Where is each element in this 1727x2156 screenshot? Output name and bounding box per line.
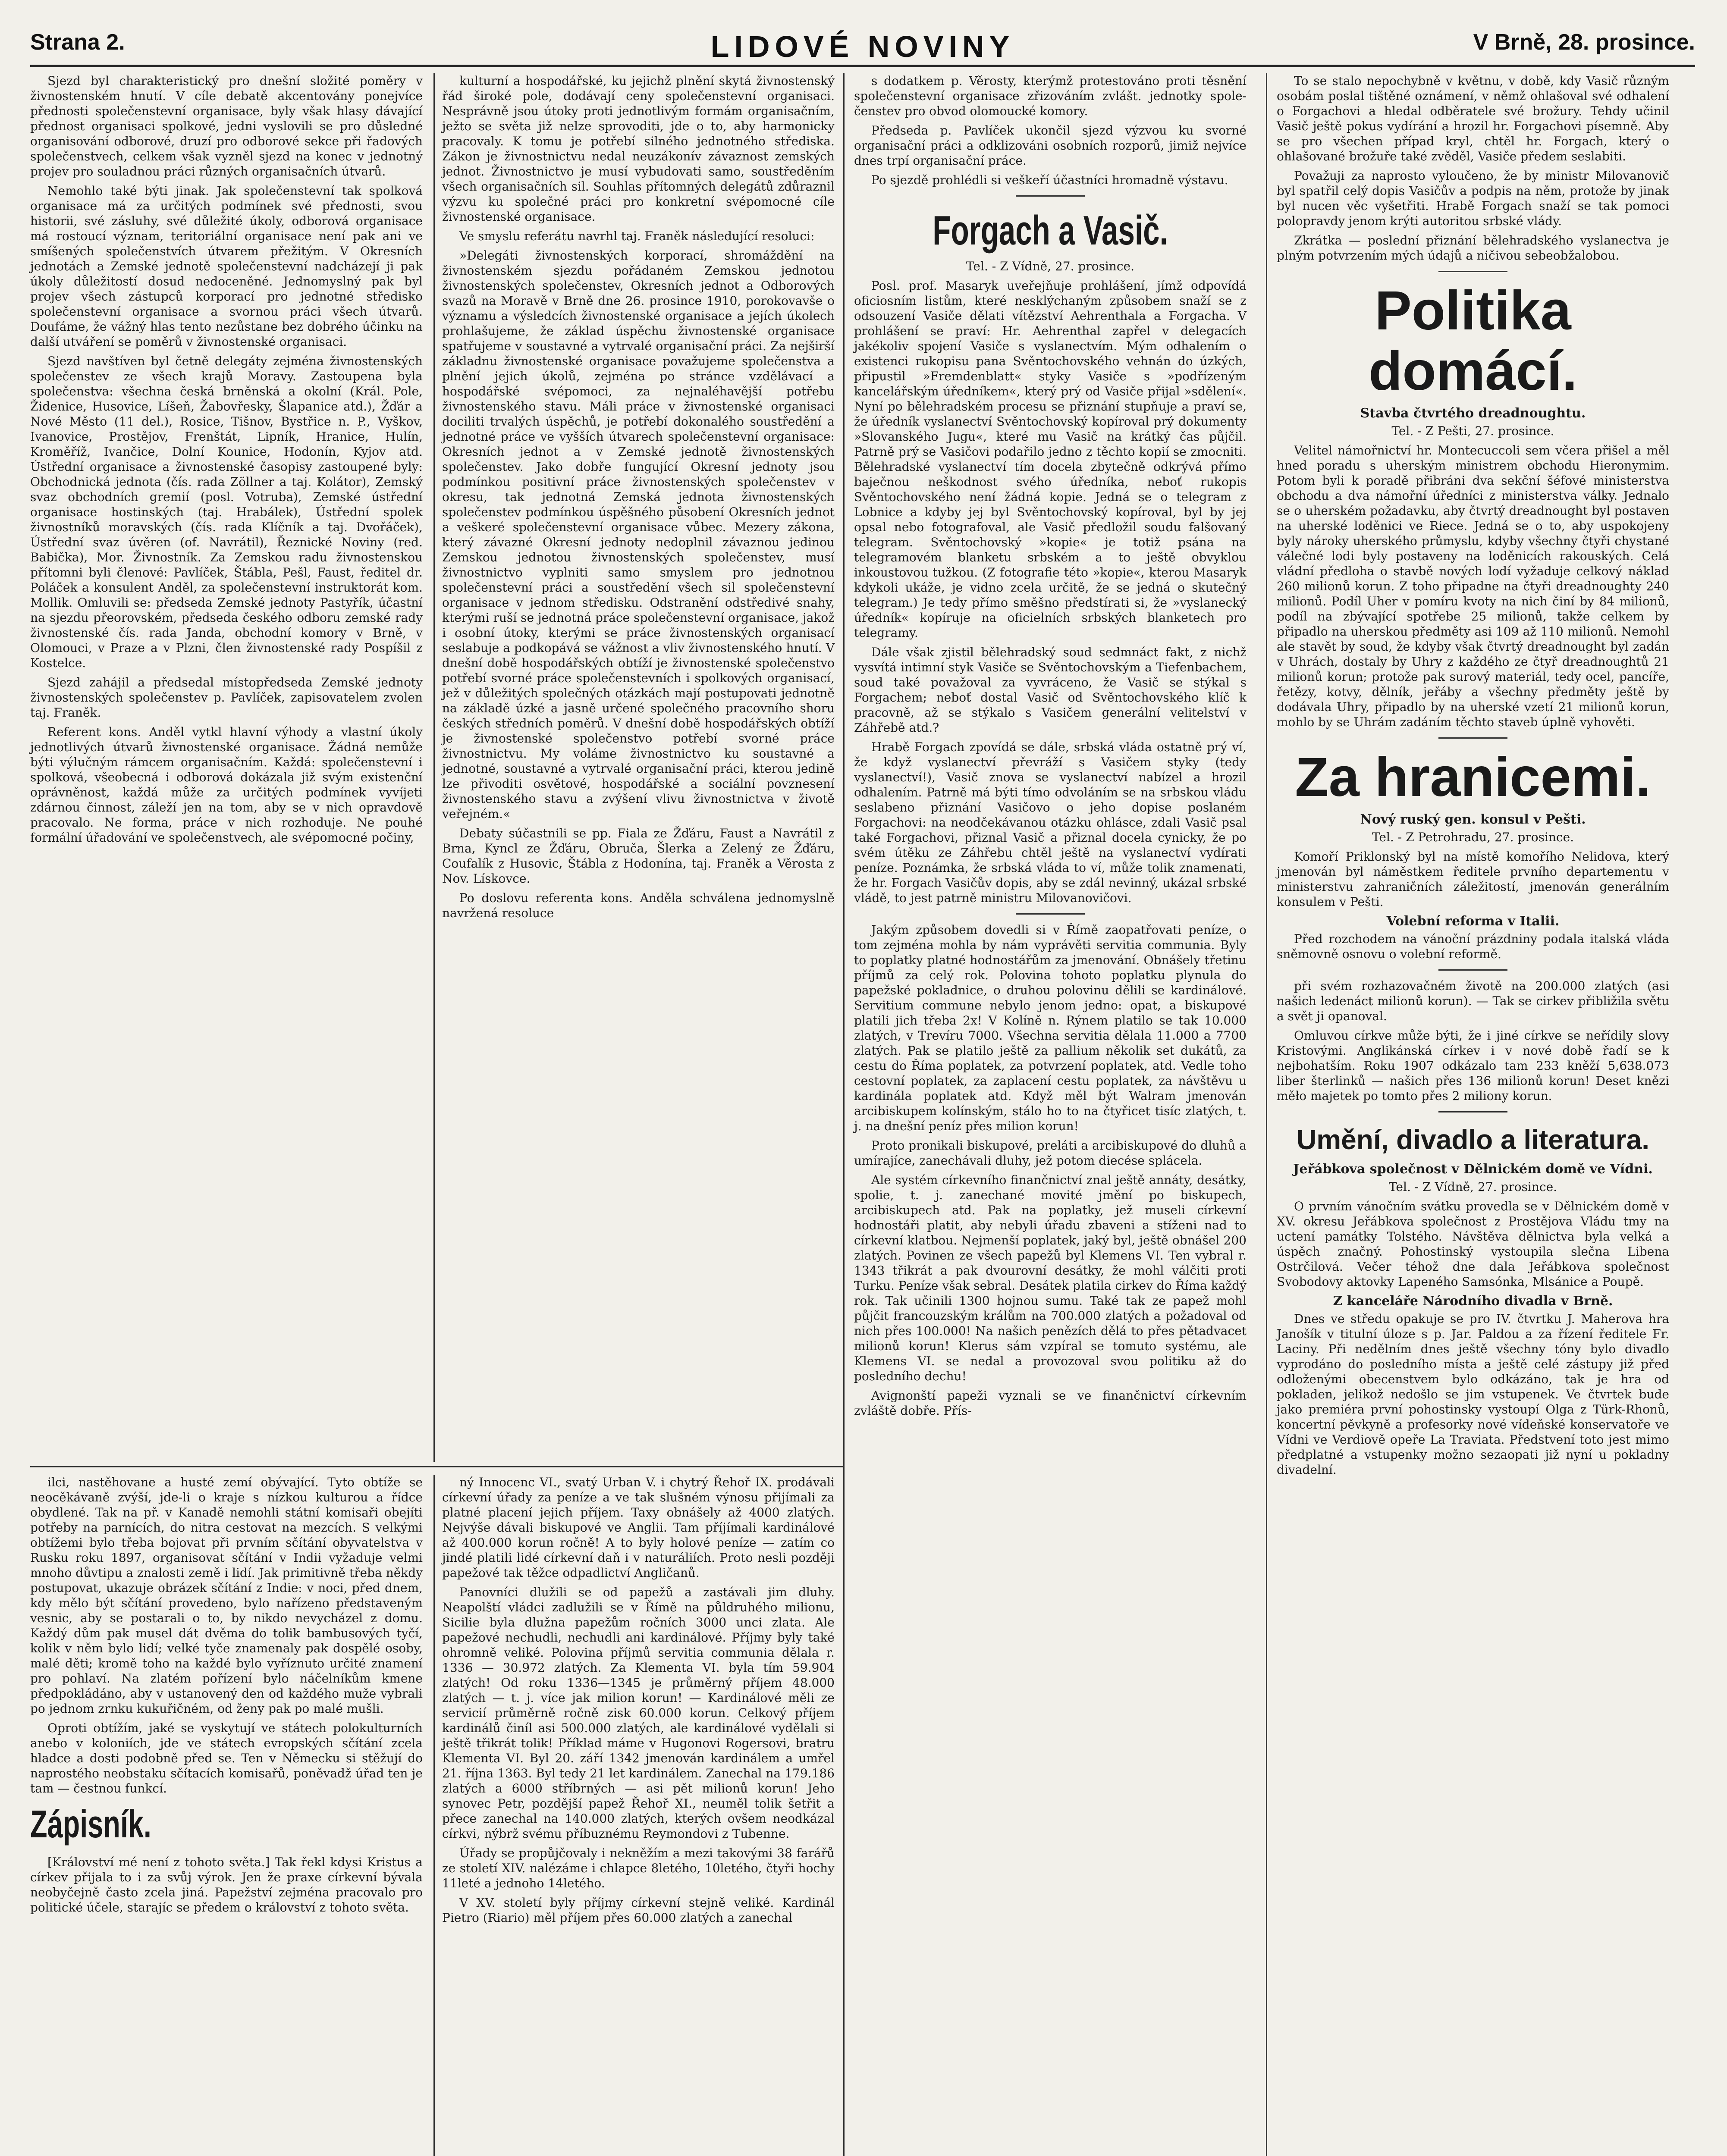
article-paragraph: Panovníci dlužili se od papežů a zastávali jim dluhy. Neapolští vládci zadlužili se v Římě na půldruhého milionu, Sicilie byla dlužna papežům ročních 3000 unci zlata. Ale papežové nechudli, nechudli ani kardinálové. Příjmy byly také ohromně veliké. Polovina příjmů servitia communia dělala r. 1336 — 30.972 zlatých. Za Klementa VI. byla tím 59.904 zlatých! Od roku 1336—1345 je průměrný příjem 48.000 zlatých — t. j. více jak milion korun! — Kardinálové měli ze servicií průměrně ročně zisk 60.000 korun. Celkový příjem kardinálů činíl asi 500.000 zlatých, ale kardinálové vydělali si ještě třikrát tolik! Příklad máme v Hugonovi Rogersovi, bratru Klementa VI. Byl 20. září 1342 jmenován kardinálem a umřel 21. října 1363. Byl tedy 21 let kardinálem. Zanechal na 179.186 zlatých a 6000 stříbrných — asi pět milionů korun! Jeho synovec Petr, pozdější papež Řehoř XI., neuměl tolik šetřit a přece zanechal na 140.000 zlatých, kterých ovšem neodkázal církvi, nýbrž svému příbuznému Reymondovi z Tubenne. [442,1585,835,1841]
article-paragraph: Avignonští papeži vyznali se ve finančnictví církevním zvláště dobře. Přís- [854,1388,1247,1418]
article-paragraph: Zkrátka — poslední přiznání bělehradského vyslanectva je plným potvrzením mých údajů a ničivou sebeobžalobou. [1277,233,1669,263]
subheadline: Jeřábkova společnost v Dělnickém domě ve Vídni. [1293,1162,1653,1177]
article-paragraph: Komoří Priklonský byl na místě komořího Nelidova, který jmenován byl náměstkem ředitele prvního departementu v ministerstvu zahraničních záležitostí, jmenován generálním konsulem v Pešti. [1277,849,1669,909]
dateline: Tel. - Z Petrohradu, 27. prosince. [1372,830,1574,844]
article-paragraph: Velitel námořnictví hr. Montecuccoli sem včera přišel a měl hned poradu s uherským ministrem obchodu Hieronymim. Potom byli k poradě přibráni dva sekční šéfové ministerstva obchodu a dva námořní úředníci z ministerstva války. Jednalo se o uherském požadavku, aby čtvrtý dreadnought byl postaven na uherské loděnici ve Riece. Jedná se o to, aby uspokojeny byly nároky uherského průmyslu, kdyby všechny čtyři chystané válečné lodi byly postaveny na loděnicích rakouských. Celá vládní předloha o stavbě nových lodí vyžaduje celkový náklad 260 milionů korun. Z toho připadne na čtyři dreadnoughty 240 milionů. Podíl Uher v pomíru kvoty na nich činí by 84 milionů, podíl na zbývající spotřebe 25 milionů, takže celkem by připadlo na uherskou předměty asi 109 až 110 milionů. Nemohl ale stavět by soud, že kdyby však čtvrtý dreadnought byl zadán v Uhrách, dostaly by Uhry z každého ze čtyř dreadnoughtů 21 milionů korun; protože pak surový materiál, tedy ocel, pancíře, řetězy, kotvy, dělník, jeřáby a všechny předměty ještě by dodávala Uhry, připadlo by na uherské vzetí 21 milionů korun, mohlo by se Uhrám zadáním těchto staveb úplně vyhověti. [1277,443,1669,729]
column-rule [433,1475,435,2156]
separator [1016,195,1085,197]
article-paragraph: Po sjezdě prohlédli si veškeří účastníci hromadně výstavu. [871,173,1228,187]
article-paragraph: Proto pronikali biskupové, preláti a arcibiskupové do dluhů a umírajíce, zanechávali dluhy, jež potom diecése splácela. [854,1138,1247,1168]
issue-date: V Brně, 28. prosince. [1473,30,1695,55]
dateline: Tel. - Z Pešti, 27. prosince. [1391,424,1554,438]
article-paragraph: Sjezd zahájil a předsedal místopředseda Zemské jednoty živnostenských společenstev p. Pavlíček, zapisovatelem zvolen taj. Franěk. [30,675,423,720]
article-paragraph: Předseda p. Pavlíček ukončil sjezd výzvou ku svorné organisační práci a odklizováni osobních rozporů, jimiž nejvíce dnes trpí organisační práce. [854,123,1247,168]
article-paragraph: Dále však zjistil bělehradský soud sedmnáct fakt, z nichž vysvítá intimní styk Vasiče se Svěntochovským a Tiefenbachem, soud také považoval za vyvráceno, že Vasič se stýkal s Forgachem; neboť dostal Vasič od Svěntochovského klíč k pracovně, až se stýkalo s Vasičem generální velitelství v Záhřebě atd.? [854,645,1247,735]
article-paragraph: Dnes ve středu opakuje se pro IV. čtvrtku J. Maherova hra Janošík v titulní úloze s p. Jar. Paldou a za řízení ředitele Fr. Laciny. Při nedělním dnes ještě všechny tóny bylo divadlo vyprodáno do posledního místa a ještě celé zástupy již před odloženými obecenstvem bylo odkázáno, tak je hra od pokladen, jelikož nedošlo se jim vstupenek. Ve čtvrtek bude jako premiéra první pohostinsky vystoupí Olga z Türk-Rhonů, koncertní pěvkyně a profesorky nové vídeňské konservatoře ve Vídni ve Verdiově opeře La Traviata. Předstvení toto jest mimo předplatné a vstupenky možno sezaopati již nyní u pokladny divadelní. [1277,1312,1669,1477]
subheadline: Stavba čtvrtého dreadnoughtu. [1360,406,1586,421]
dateline: Tel. - Z Vídně, 27. prosince. [966,259,1135,273]
article-paragraph: Úřady se propůjčovaly i nekněžím a mezi takovými 38 farářů ze století XIV. nalézáme i chlapce 8letého, 10letého, čtyři hochy 11leté a jednoho 14letého. [442,1846,835,1890]
article-paragraph: při svém rozhazovačném životě na 200.000 zlatých (asi našich ledenáct milionů korun). — Tak se cirkev přibližila světu a svět ji opanoval. [1277,979,1669,1023]
article-paragraph: kulturní a hospodářské, ku jejichž plnění skytá živnostenský řád široké pole, dodávají ceny společenstevní organisaci. Nesprávně jsou útoky proti jednotlivým formám organisačním, ježto se světa již nelze sprovoditi, jde o to, aby harmonicky pracovaly. K tomu je potřebí silného jednotného střediska. Zákon je živnostnictvu nedal neuzákonív závaznost zemských jednot. Živnostnictvo je musí vybudovati samo, soustředěním všech organisačních sil. Souhlas přítomných delegátů zdůraznil výzvu ku společné práci pro konkretní svépomocné cíle živnostenské organisace. [442,74,835,224]
column-1-lower [30,1475,423,2156]
article-paragraph: Po doslovu referenta kons. Anděla schválena jednomyslně navržená resoluce [442,891,835,920]
column-rule [1266,73,1267,2156]
subheadline: Volební reforma v Italii. [1386,914,1560,929]
dateline: Tel. - Z Vídně, 27. prosince. [1388,1180,1557,1194]
headline-umeni-divadlo: Umění, divadlo a literatura. [1297,1124,1649,1155]
newspaper-title: LIDOVÉ NOVINY [710,30,1015,63]
page-number: Strana 2. [30,30,125,55]
article-paragraph: Před rozchodem na vánoční prázdniny podala italská vláda sněmovně osnovu o volební reformě. [1277,932,1669,961]
article-paragraph: Hrabě Forgach zpovídá se dále, srbská vláda ostatně prý ví, že když vyslanectví převráží s Vasičem styky (tedy vyslanectví!), Vasič znova se vyslanectví nabízel a hrozil odhalením. Patrně má býti tímo odvoláním se na srbskou vládu seslabeno přiznání Vasičovo o jeho dopise poslaném Forgachovi: na neodčekávanou otázku ohlásce, zdali Vasič psal také Forgachovi, přiznal Vasič a přiznal docela cynicky, že po svém útěku ze Záhřebu chtěl ještě na vyslanectví vydírati peníze. Poznámka, že srbská vláda to ví, může tolik znamenati, že hr. Forgach Vasičův dopis, aby se zdál nevinný, ukázal srbské vládě, to jest patrně ministru Milovanovičovi. [854,740,1247,905]
column-1 [30,73,423,1462]
article-paragraph: Referent kons. Anděl vytkl hlavní výhody a vlastní úkoly jednotlivých útvarů živnostenské organisace. Žádná nemůže býti výlučným rámcem organisačním. Každá: společenstevní i spolková, všeobecná i odborová dokázala již svým existenční oprávněnost, každá může za určitých podmínek vyvíjeti zdárnou činnost, záleží jen na tom, aby se v nich opravdově pracovalo. Ne forma, práce v nich rozhoduje. Ne pouhé formální úřadování ve společenstvech, ale svépomocné počiny, [30,725,423,845]
masthead [30,17,1695,67]
article-paragraph: O prvním vánočním svátku provedla se v Dělnickém domě v XV. okresu Jeřábkova společnost z Prostějova Vládu tmy na uctení památky Tolstého. Návštěva dělnictva byla velká a úspěch značný. Pohostinský vystoupila slečna Libena Ostrčilová. Večer téhož dne dala Jeřábkova společnost Svobodovy aktovky Lapeného Samsónka, Mlsánice a Poupě. [1277,1199,1669,1289]
column-rule [843,73,845,2156]
article-paragraph: »Delegáti živnostenských korporací, shromáždění na živnostenském sjezdu pořádaném Zemskou jednotou živnostenských společenstev, Okresních jednot a Odborových svazů na Moravě v Brně dne 26. prosince 1910, porokovavše o významu a výsledcích živnostenské organisace a jejích úkolech prohlašujeme, že základ úspěchu živnostenské organisace spatřujeme v soustavné a vytrvalé organisační práci. Za nejširší základnu živnostenské organisace považujeme společenstva a plnění jejich úkolů, zejména po stránce vzdělávací a hospodářské svépomoci, za nejnaléhavější potřebu živnostenského stavu. Máli práce v živnostenské organisaci dociliti trvalých úspěchů, je potřebí dokonalého soustředění a jednotné práce ve vyšších útvarech společenstevní organisace: Okresních jednot a v Zemské jednotě živnostenských společenstev. Jako dobře fungující Okresní jednoty jsou podmínkou positivní práce živnostenských společenstev v okresu, tak jednotná Zemská jednota živnostenských společenstev podmínkou úspěšného působení Okresních jednot a veškeré společenstevní organisace vůbec. Mezery zákona, který závazné Okresní jednoty nedoplnil závaznou jedinou Zemskou jednotou živnostenských společenstev, musí živnostnictvo vyplniti samo smyslem pro jednotnou společenstevní práci a soustředění všech sil společenstevní organisace v jednom středisku. Odstranění odstředivé snahy, kterými ruší se jednotná práce společenstevní organisace, jakož i osobní útoky, kterými se práce živnostenských organisací seslabuje a podkopává se vážnost a vliv živnostenského hnutí. V dnešní době hospodářských obtíží je živnostenské společenstvo potřebí svorné práce společenstevních i spolkových organisací, jež v důležitých společných otázkách mají postupovati jednotně na základě úzké a jasně určené společného pracovního shoru českých středních poměrů. V dnešní době hospodářských obtíží je živnostenské společenstvo potřebí svorné práce živnostnictvu. My voláme živnostnictvo ku soustavné a jednotné, soustavné a vytrvalé organisační práci, kterou jedině lze přivoditi osvětové, hospodářské a sociální povznesení živnostenského stavu a zvýšení vlivu živnostnictva v životě veřejném.« [442,248,835,821]
article-paragraph: Omluvou církve může býti, že i jiné církve se neřídily slovy Kristovými. Anglikánská církev i v nové době řadí se k nejbohatším. Roku 1907 odkázalo tam 233 kněží 5,638.073 liber šterlinků — našich přes 136 milionů korun! Deset knězi měło majetek po tomto přes 2 miliony korun. [1277,1028,1669,1103]
separator [1438,271,1507,272]
article-paragraph: [Království mé není z tohoto světa.] Tak řekl kdysi Kristus a církev přijala to i za svůj výrok. Jen že praxe církevní bývala neobyčejně často zcela jiná. Papežství zejména pracovalo pro politické účele, starajíc se předem o království z tohoto světa. [30,1855,423,1915]
column-2 [442,73,835,1462]
separator [1438,737,1507,739]
column-2-lower [442,1475,835,2156]
article-paragraph: To se stalo nepochybně v květnu, v době, kdy Vasič různým osobám poslal tištěné oznámení, v němž ohlašoval své odhalení o Forgachovi a hledal odběratele své brožury. Tehdy učinil Vasič ještě pokus vydírání a hrozil hr. Forgachovi písemně. Aby se pro všechen případ kryl, chtěl hr. Forgach, který o ohlašované brožuře také zvěděl, Vasiče předem seslabiti. [1277,74,1669,163]
column-rule [433,73,435,1462]
article-paragraph: Nemohlo také býti jinak. Jak společenstevní tak spolková organisace má za určitých podmínek své přednosti, svou historii, své zásluhy, své důležité úkoly, odborová organisace má rostoucí význam, teritoriální organisace není pak ani ve smíšených společenstvích útvarem přežitým. V Okresních jednotách a Zemské jednotě společenstevní nadcházejí ji pak úkoly důležitostí dosud nedoceněné. Jednomyslný pak byl projev všech zástupců korporací pro jednotné středisko společenstevní organisace a svornou práci všech útvarů. Doufáme, že vážný hlas tento nezůstane bez dobrého účinku na další utváření se poměrů v živnostenské organisaci. [30,184,423,349]
separator [1438,1111,1507,1112]
article-paragraph: Oproti obtížím, jaké se vyskytují ve státech polokulturních anebo v koloniích, jde ve státech evropských sčítání zcela hladce a dosti podobně před se. Ten v Německu si stěžují do naprostého neobstaku sčítacích komisařů, poněvadž úřad ten je tam — čestnou funkcí. [30,1721,423,1796]
article-paragraph: ný Innocenc VI., svatý Urban V. i chytrý Řehoř IX. prodávali církevní úřady za peníze a ve tak slušném výnosu přijímali za platné placení jejich příjem. Taxy obnášely až 4000 zlatých. Nejvýše dávali biskupové ve Anglii. Tam příjímali kardinálové až 400.000 korun ročně! A to byly holové peníze — zatím co jindé platili lidé církevní daň i v naturáliích. Proto nesli později papežové tak těžce odpadlictví Angličanů. [442,1475,835,1580]
headline-za-hranicemi: Za hranicemi. [1295,746,1651,808]
article-paragraph: Ale systém církevního finančnictví znal ještě annáty, desátky, spolie, t. j. zanechané movité jmění po biskupech, arcibiskupech atd. Pak na poplatky, jež museli církevní hodnostáři platit, aby nebyli úřadu zbaveni a stíženi nad to církevní klatbou. Nejmenší poplatek, jaký byl, ještě obnášel 200 zlatých. Povinen ze všech papežů byl Klemens VI. Ten vybral r. 1343 třikrát a pak dvourovní desátky, že mohl válčiti proti Turku. Peníze však sebral. Desátek platila cirkev do Říma každý rok. Tak učinili 1300 hojnou sumu. Také tak ze papež mohl půjčit francouzským králům na 700.000 zlatých a požadoval od nich přes 100.000! Na našich penězích dělá to přes pětadvacet milionů korun! Klerus sám vzpíral se tomuto systému, ale Klemens VI. se nedal a provozoval svou politiku až do posledního dechu! [854,1173,1247,1383]
section-rule [30,1466,843,1467]
separator [1438,969,1507,971]
article-paragraph: Ve smyslu referátu navrhl taj. Franěk následující resoluci: [459,229,815,243]
subheadline: Nový ruský gen. konsul v Pešti. [1360,812,1586,827]
subheadline: Z kanceláře Národního divadla v Brně. [1333,1294,1613,1309]
article-paragraph: Považuji za naprosto vyloučeno, že by ministr Milovanovič byl spatřil celý dopis Vasičův a podpis na něm, protože by jinak byl nucen věc vyšetřiti. Hrabě Forgach snaží se tak pomoci polopravdy jenom krýti autoritou srbské vlády. [1277,169,1669,228]
article-paragraph: Posl. prof. Masaryk uveřejňuje prohlášení, jímž odpovídá oficiosním listům, které nesklýchaným způsobem snaží se z odsouzení Vasiče dělati vítězství Aehrenthala a Forgacha. V prohlášení se praví: Hr. Aehrenthal zapřel v delegacích jakékoliv spojení Vasiče s vyslanectvím. Mým odhalením o existenci rukopisu pana Svěntochovského vehnán do úzkých, připustil »Fremdenblatt« styky Vasiče s »podřízeným kancelářským úředníkem«, který prý od Vasiče přijal »sdělení«. Nyní po bělehradském procesu se přiznání stupňuje a praví se, že úředník vyslanectví Svěntochovský kopíroval prý dokumenty »Slovanského Jugu«, které mu Vasič na krátký čas půjčil. Patrně prý se Vasičovi podařilo jedno z těchto kopií se zmocniti. Bělehradské vyslanectví tím docela zbytečně odkrývá přímo baječnou neškodnost svého úředníka, neboť rukopis Svěntochovského není žádná kopie. Jedná se o telegram z Lobnice a kdyby jej byl Svěntochovský kopíroval, byl by jej opsal nebo fotografoval, ale Vasič předložil soudu falšovaný telegram. Svěntochovský »kopie« je totiž psána na telegramovém blanketu srbském a to ještě obvyklou inkoustovou tužkou. (Z fotografie této »kopie«, kterou Masaryk kdykoli ukáže, je vidno zcela určitě, že se jedná o skutečný telegram.) Je tedy přímo směšno předstírati si, že »vyslanecký úředník« kopíruje na oficielních srbských blanketech pro telegramy. [854,279,1247,640]
headline-zapisnik: Zápisník. [30,1803,151,1846]
headline-forgach-vasic: Forgach a Vasič. [933,207,1168,254]
column-4 [1277,73,1669,2156]
article-paragraph: Sjezd navštíven byl četně delegáty zejména živnostenských společenstev ze všech krajů Moravy. Zastoupena byla společenstva: všechna česká brněnská a okolní (Král. Pole, Židenice, Husovice, Líšeň, Žabovřesky, Šlapanice atd.), Žďár a Nové Město (11 del.), Rosice, Tišnov, Bystřice n. P., Vyškov, Ivanovice, Prostějov, Frenštát, Lipník, Hranice, Hulín, Kroměříž, Ivančice, Dolní Kounice, Hodonín, Kyjov atd. Ústřední organisace a živnostenské časopisy zastoupené byly: Obchodnická jednota (čís. rada Zöllner a taj. Kolátor), Zemský svaz obchodních gremií (posl. Votruba), Zemské ústřední organisace hostinských (taj. Hrabálek), Ústřední spolek živnostníků moravských (čís. rada Klíčník a taj. Dvořáček), Ústřední svaz úvěren (of. Navrátil), Řeznické Noviny (red. Babička), Mor. Živnostník. Za Zemskou radu živnostenskou přítomni byli členové: Pavlíček, Štábla, Pešl, Faust, ředitel dr. Poláček a konsulent Anděl, za společenstevní instruktorát kom. Mollik. Omluvili se: předseda Zemské jednoty Pastyřík, účastní na sjezdu přeorovském, předseda českého odboru zemské rady živnostenské čís. rada Janda, obchodní komory v Brně, v Olomouci, v Praze a v Plzni, člen živnostenské rady Pospíšil z Kostelce. [30,354,423,670]
article-paragraph: V XV. století byly příjmy církevní stejně veliké. Kardinál Pietro (Riario) měl příjem přes 60.000 zlatých a zanechal [442,1896,835,1925]
separator [1016,913,1085,915]
column-3 [854,73,1247,2156]
article-paragraph: Jakým způsobem dovedli si v Římě zaopatřovati peníze, o tom zejména mohla by nám vyprávěti servitia communia. Byly to poplatky platné hodnostářům za jmenování. Obnášely třetinu příjmů za celý rok. Polovina tohoto poplatku plynula do papežské pokladnice, o druhou polovinu dělili se kardinálové. Servitium commune nebylo jenom jedno: opat, a biskupové platili jich třeba 2x! V Kolíně n. Rýnem platilo se tak 10.000 zlatých, v Trevíru 7000. Všechna servitia dělala 11.000 a 7700 zlatých. Pak se platilo ještě za pallium několik set dukátů, za cestu do Říma poplatek, za potvrzení poplatek, atd. Vedle toho cestovní poplatek, za zaplacení cestu poplatek, za návštěvu u kardinála poplatek atd. Když měl být Walram jmenován arcibiskupem kolínským, stálo ho to na čtyřicet tisíc zlatých, t. j. na dnešní peníz přes milion korun! [854,923,1247,1133]
article-paragraph: Sjezd byl charakteristický pro dnešní složité poměry v živnostenském hnutí. V cíle debatě akcentovány ponejvíce přednosti společenstevní organisace, byly však hlasy dávající přednost organisaci spolkové, jedni vyslovili se pro důsledné organisování odborové, druzí pro odborové sekce při řadových společenstvech, celkem však vyzněl sjezd na konec v jednotný projev pro souladnou práci různých organisačních útvarů. [30,74,423,179]
article-paragraph: Debaty súčastnili se pp. Fiala ze Žďáru, Faust a Navrátil z Brna, Kyncl ze Žďáru, Obruča, Šlerka a Zelený ze Žďáru, Coufalík z Husovic, Štábla z Hodonína, taj. Franěk a Věrosta z Nov. Lískovce. [442,826,835,886]
headline-politika-domaci: Politika domácí. [1369,280,1577,402]
article-paragraph: ilci, nastěhovane a husté zemí obývající. Tyto obtíže se neocěkávaně zvýší, jde-li o kraje s nízkou kulturou a řídce obydlené. Tak na př. v Kanadě nemohli státní komisaři obejíti potřeby na parnících, do nitra cestovat na mezcích. S velkými obtížemi bylo třeba bojovat při prvním sčítání obyvatelstva v Rusku roku 1897, organisovat sčítání v Indii vyžaduje velmi mnoho důvtipu a znalosti země i lidí. Jak primitivně třeba někdy postupovat, ukazuje obrázek sčítání z Indie: v noci, před dnem, kdy mělo být sčítání provedeno, bylo nařízeno představeným vesnic, aby se postarali o to, by nikdo nevycházel z domu. Každý dům pak musel dát dvěma do tolik bambusových tyčí, kolik v něm bylo lidí; velké tyče znamenaly pak dospělé osoby, malé děti; kromě toho na každé bylo vyříznuto určité znamení pro pohlaví. Na zlatém pořízení bylo náčelníkům kmene předpokládáno, aby v ustanovený den od každého muže vybrali po jednom zrnku kukuřičném, od ženy pak po malé mušli. [30,1475,423,1716]
article-paragraph: s dodatkem p. Věrosty, kterýmž protestováno proti těsnění společenstevní organisace zřizováním zvlášt. jednotky spole-čenstev pro obvod olomoucké komory. [854,74,1247,118]
